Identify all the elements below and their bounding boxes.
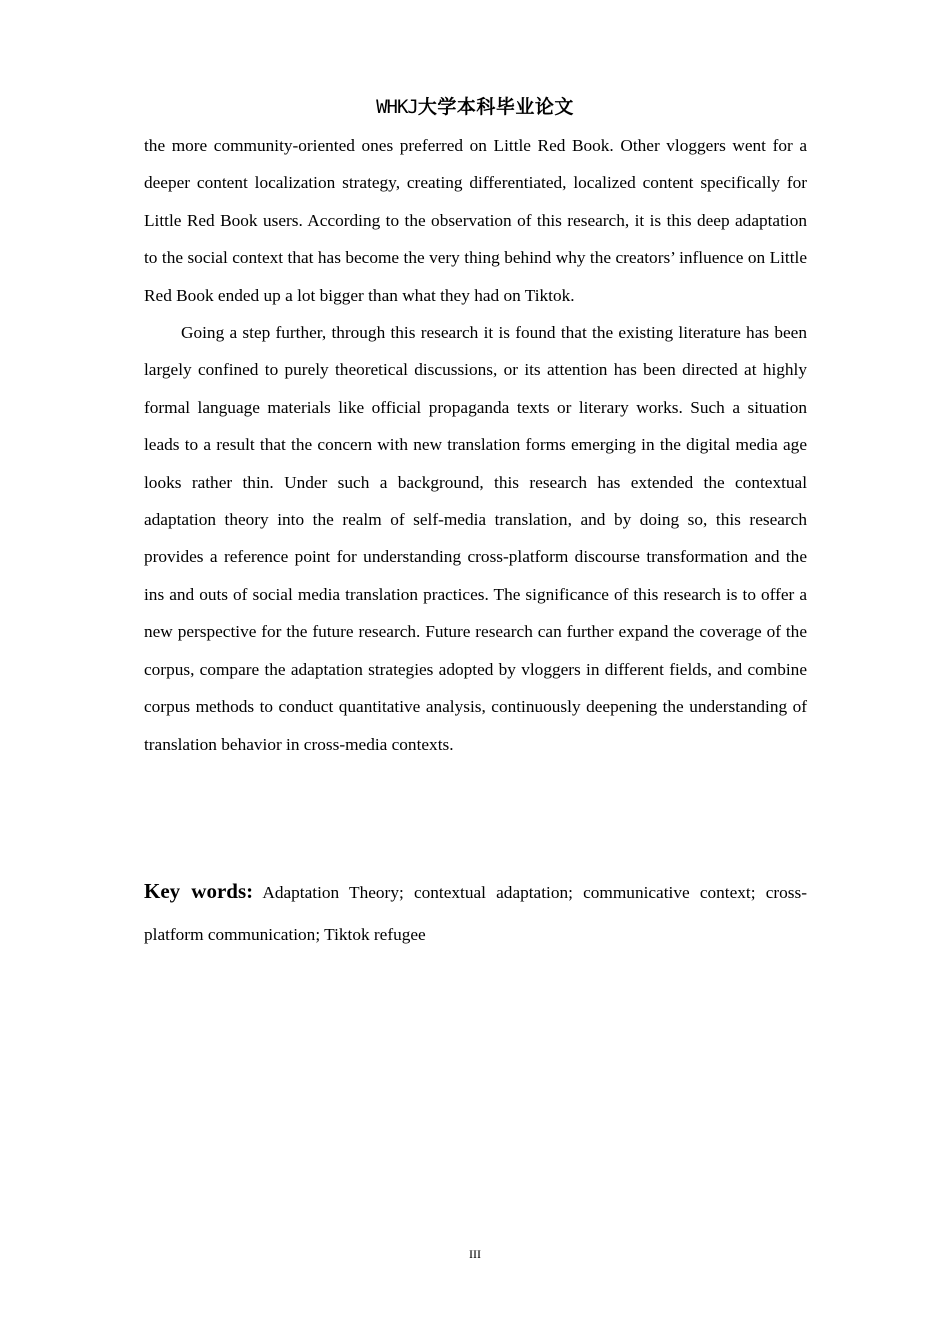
paragraph-future-research: Going a step further, through this research it is found that the existing literature has been largely confined to purely theoretical discussions, or its attention has been directed at highly formal language materials like official propaganda texts or literary works. Such a situation leads to a result that the concern with new translation forms emerging in the digital media age looks rather thin. Under such a background, this research has extended the contextual adaptation theory into the realm of self-media translation, and by doing so, this research provides a reference point for understanding cross-platform discourse transformation and the ins and outs of social media translation practices. The significance of this research is to offer a new perspective for the future research. Future research can further expand the coverage of the corpus, compare the adaptation strategies adopted by vloggers in different fields, and combine corpus methods to conduct quantitative analysis, continuously deepening the understanding of translation behavior in cross-media contexts. — [144, 323, 807, 754]
body-text — [144, 127, 807, 763]
keywords-text: Adaptation Theory; contextual adaptation; communicative context; cross-platform communication; Tiktok refugee — [144, 883, 807, 944]
page-number: III — [469, 1247, 481, 1261]
page-header — [0, 92, 950, 122]
header-latin: WHKJ — [376, 96, 418, 118]
keywords-section — [144, 870, 807, 956]
paragraph-continuation: the more community-oriented ones preferred on Little Red Book. Other vloggers went for a deeper content localization strategy, creating differentiated, localized content specifically for Little Red Book users. According to the observation of this research, it is this deep adaptation to the social context that has become the very thing behind why the creators’ influence on Little Red Book ended up a lot bigger than what they had on Tiktok. — [144, 136, 807, 305]
keywords-label: Key words: — [144, 879, 254, 903]
header-title: 大学本科毕业论文 — [417, 96, 574, 118]
